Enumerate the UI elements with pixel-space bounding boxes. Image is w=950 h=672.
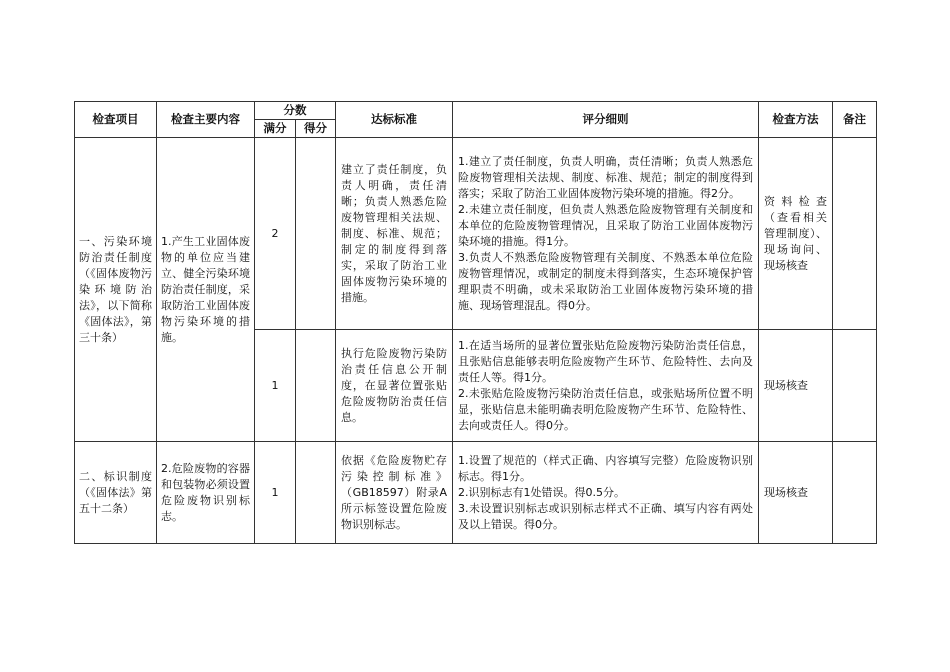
got-score-cell[interactable] <box>296 442 336 544</box>
header-method: 检查方法 <box>759 102 833 138</box>
inspection-table <box>74 101 877 544</box>
header-standard: 达标标准 <box>336 102 453 138</box>
detail-rule: 3.负责人不熟悉危险废物管理有关制度、不熟悉本单位危险废物管理情况，或制定的制度未得到落实，生态环境保护管理职责不明确，或未采取防治工业固体废物污染环境的措施、现场管理混乱。得0分。 <box>458 250 753 312</box>
detail-list <box>453 152 758 316</box>
detail-rule: 1.设置了规范的（样式正确、内容填写完整）危险废物识别标志。得1分。 <box>458 453 753 483</box>
full-score-cell <box>255 138 296 330</box>
detail-rule: 1.在适当场所的显著位置张贴危险废物污染防治责任信息，且张贴信息能够表明危险废物产生环节、危险特性、去向及责任人等。得1分。 <box>458 338 753 384</box>
detail-cell <box>453 138 759 330</box>
header-detail: 评分细则 <box>453 102 759 138</box>
content-text: 1.产生工业固体废物的单位应当建立、健全污染环境防治责任制度，采取防治工业固体废物污染环境的措施。 <box>161 234 250 344</box>
got-score-cell[interactable] <box>296 138 336 330</box>
detail-rule: 2.未张贴危险废物污染防治责任信息，或张贴场所位置不明显，张贴信息未能明确表明危险废物产生环节、危险特性、去向或责任人。得0分。 <box>458 386 753 432</box>
detail-rule: 2.识别标志有1处错误。得0.5分。 <box>458 485 625 499</box>
header-got: 得分 <box>296 120 336 138</box>
full-score: 1 <box>271 378 279 392</box>
full-score: 2 <box>271 226 279 240</box>
header-content: 检查主要内容 <box>157 102 255 138</box>
detail-cell <box>453 330 759 442</box>
note-cell[interactable] <box>833 330 877 442</box>
detail-rule: 2.未建立责任制度，但负责人熟悉危险废物管理有关制度和本单位的危险废物管理情况，且采取了防治工业固体废物污染环境的措施。得1分。 <box>458 202 753 248</box>
method-cell <box>759 442 833 544</box>
method-text: 资料检查（查看相关管理制度）、现场询问、现场核查 <box>764 194 827 272</box>
table-row <box>75 442 877 544</box>
full-score-cell <box>255 330 296 442</box>
inspection-sheet <box>74 101 876 544</box>
header-note: 备注 <box>833 102 877 138</box>
got-score-cell[interactable] <box>296 330 336 442</box>
content-text: 2.危险废物的容器和包装物必须设置危险废物识别标志。 <box>161 461 250 523</box>
standard-text: 执行危险废物污染防治责任信息公开制度，在显著位置张贴危险废物防治责任信息。 <box>341 346 447 424</box>
standard-text: 建立了责任制度，负责人明确，责任清晰；负责人熟悉危险废物管理相关法规、制度、标准、规范；制定的制度得到落实，采取了防治工业固体废物污染环境的措施。 <box>341 162 447 304</box>
method-text: 现场核查 <box>764 485 808 499</box>
detail-rule: 3.未设置识别标志或识别标志样式不正确、填写内容有两处及以上错误。得0分。 <box>458 501 753 531</box>
method-cell <box>759 138 833 330</box>
note-cell[interactable] <box>833 138 877 330</box>
standard-cell <box>336 138 453 330</box>
full-score-cell <box>255 442 296 544</box>
header-item: 检查项目 <box>75 102 157 138</box>
item-cell <box>75 442 157 544</box>
header-score: 分数 <box>255 102 336 120</box>
standard-cell <box>336 330 453 442</box>
item-text: 二、标识制度（《固体法》第五十二条） <box>79 469 152 515</box>
standard-cell <box>336 442 453 544</box>
content-cell <box>157 138 255 442</box>
detail-rule: 1.建立了责任制度，负责人明确，责任清晰；负责人熟悉危险废物管理相关法规、制度、标准、规范；制定的制度得到落实；采取了防治工业固体废物污染环境的措施。得2分。 <box>458 154 753 200</box>
item-cell <box>75 138 157 442</box>
full-score: 1 <box>271 485 279 499</box>
method-cell <box>759 330 833 442</box>
standard-text: 依据《危险废物贮存污染控制标准》（GB18597）附录A所示标签设置危险废物识别标志。 <box>341 453 447 531</box>
detail-cell <box>453 442 759 544</box>
table-row <box>75 138 877 330</box>
item-text: 一、污染环境防治责任制度（《固体废物污染环境防治法》，以下简称《固体法》，第三十条） <box>79 234 152 344</box>
detail-list <box>453 451 758 535</box>
method-text: 现场核查 <box>764 378 808 392</box>
content-cell <box>157 442 255 544</box>
note-cell[interactable] <box>833 442 877 544</box>
header-full: 满分 <box>255 120 296 138</box>
header-row-1 <box>75 102 877 120</box>
detail-list <box>453 336 758 436</box>
